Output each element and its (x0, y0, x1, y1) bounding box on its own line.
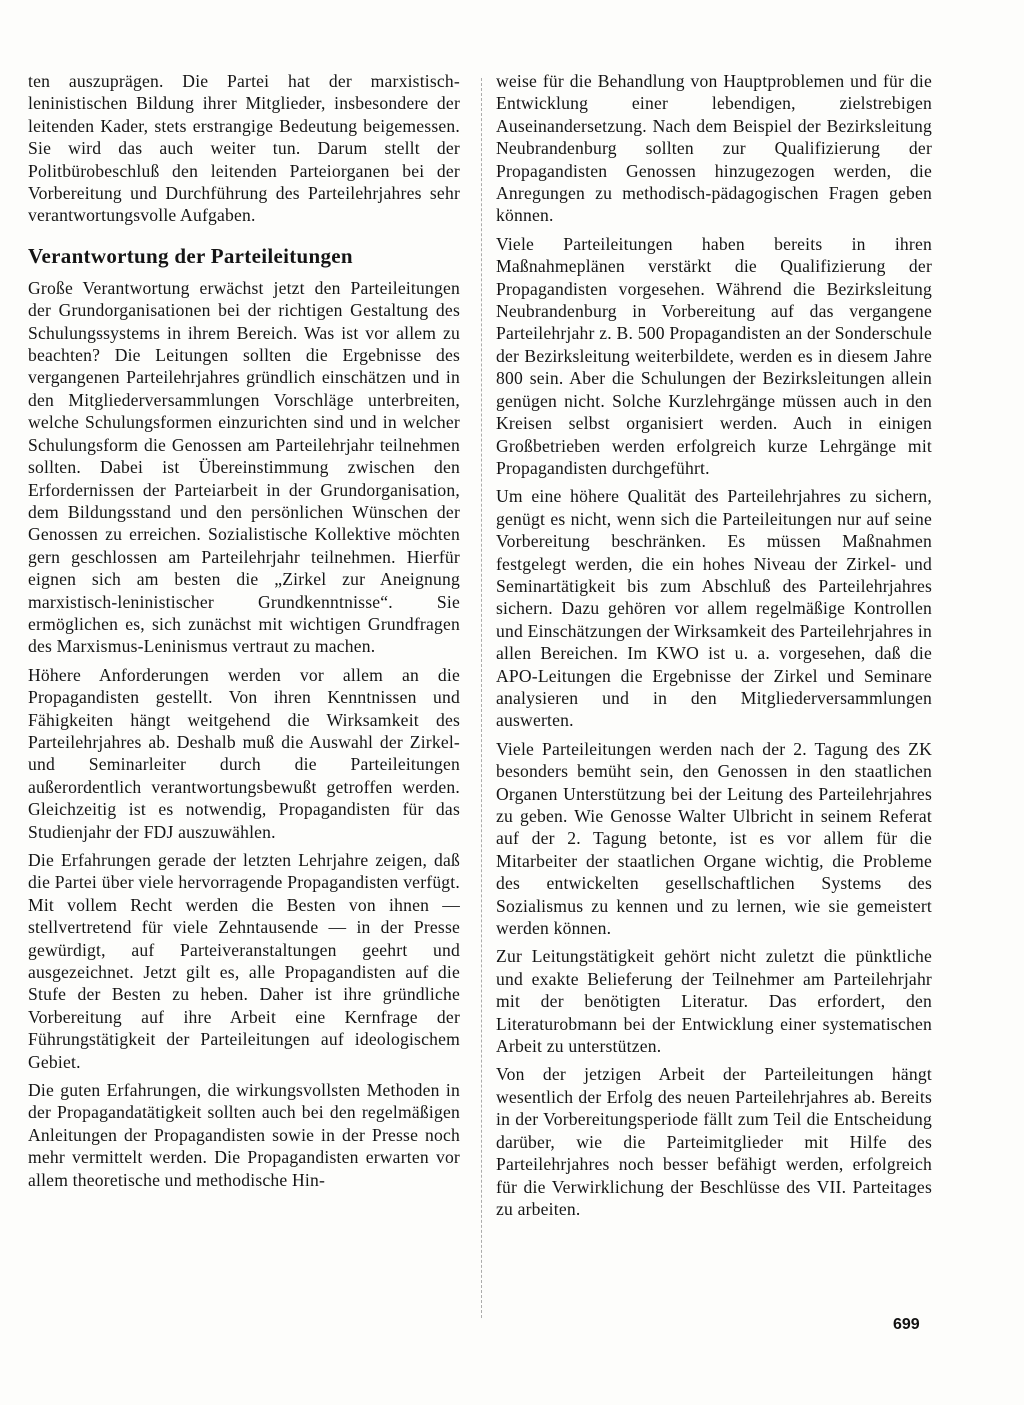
right-paragraph-4: Viele Parteileitungen werden nach der 2. Tagung des ZK besonders bemüht sein, den Genossen in den staatlichen Organen Unterstützung bei der Leitung des Parteilehrjahres zu geben. Wie Genosse Walter Ulbricht in seinem Referat auf der 2. Tagung betonte, ist es vor allem für die Mitarbeiter der staatlichen Organe wichtig, die Probleme des entwickelten gesellschaftlichen Systems des Sozialismus zu kennen und zu lernen, wie sie gemeistert werden können. (496, 738, 932, 939)
left-paragraph-2: Große Verantwortung erwächst jetzt den Parteileitungen der Grundorganisationen bei der richtigen Gestaltung des Schulungssystems in ihrem Bereich. Was ist vor allem zu beachten? Die Leitungen sollten die Ergebnisse des vergangenen Parteilehrjahres gründlich einschätzen und in den Mitgliederversammlungen Vorschläge unterbreiten, welche Schulungsformen einzurichten sind und in welcher Schulungsform die Genossen am Parteilehrjahr teilnehmen sollten. Dabei ist Übereinstimmung zwischen den Erfordernissen der Parteiarbeit in der Grundorganisation, dem Bildungsstand und den persönlichen Wünschen der Genossen zu erreichen. Sozialistische Kollektive möchten gern geschlossen am Parteilehrjahr teilnehmen. Hierfür eignen sich am besten die „Zirkel zur Aneignung marxistisch-leninistischer Grundkenntnisse“. Sie ermöglichen es, sich zunächst mit wichtigen Grundfragen des Marxismus-Leninismus vertraut zu machen. (28, 277, 460, 657)
section-heading: Verantwortung der Parteileitungen (28, 243, 353, 268)
right-paragraph-5: Zur Leitungstätigkeit gehört nicht zuletzt die pünktliche und exakte Belieferung der Teilnehmer am Parteilehrjahr mit der benötigten Literatur. Das erfordert, den Literaturobmann bei der Entwicklung einer systematischen Arbeit zu unterstützen. (496, 946, 932, 1057)
left-paragraph-1: ten auszuprägen. Die Partei hat der marxistisch-leninistischen Bildung ihrer Mitglieder, insbesondere der leitenden Kader, stets erstrangige Bedeutung beigemessen. Sie wird das auch weiter tun. Darum stellt der Politbürobeschluß den leitenden Parteiorganen bei der Vorbereitung und Durchführung des Parteilehrjahres sehr verantwortungsvolle Aufgaben. (28, 71, 460, 226)
left-paragraph-5: Die guten Erfahrungen, die wirkungsvollsten Methoden in der Propagandatätigkeit sollten auch bei den regelmäßigen Anleitungen der Propagandisten sowie in der Presse noch mehr vermittelt werden. Die Propagandisten erwarten vor allem theoretische und methodische Hin- (28, 1080, 460, 1190)
right-paragraph-6: Von der jetzigen Arbeit der Parteileitungen hängt wesentlich der Erfolg des neuen Parteilehrjahres ab. Bereits in der Vorbereitungsperiode fällt zum Teil die Entscheidung darüber, wie die Parteimitglieder mit Hilfe des Parteilehrjahres noch besser befähigt werden, erfolgreich für die Verwirklichung der Beschlüsse des VII. Parteitages zu arbeiten. (496, 1064, 932, 1219)
right-paragraph-2: Viele Parteileitungen haben bereits in ihren Maßnahmeplänen verstärkt die Qualifizierung der Propagandisten vorgesehen. Während die Bezirksleitung Neubrandenburg in Vorbereitung auf das vergangene Parteilehrjahr z. B. 500 Propagandisten an der Sonderschule der Bezirksleitung weiterbildete, werden es in diesem Jahre 800 sein. Aber die Schulungen der Bezirksleitungen allein genügen nicht. Solche Kurzlehrgänge müssen auch in den Kreisen selbst organisiert werden. Auch in einigen Großbetrieben werden erfolgreich kurze Lehrgänge mit Propagandisten durchgeführt. (496, 233, 932, 478)
left-column (28, 70, 460, 1197)
right-paragraph-1: weise für die Behandlung von Hauptproblemen und für die Entwicklung einer lebendigen, zielstrebigen Auseinandersetzung. Nach dem Beispiel der Bezirksleitung Neubrandenburg sollten zur Qualifizierung der Propagandisten Genossen hinzugezogen werden, die Anregungen zu methodisch-pädagogischen Fragen geben können. (496, 71, 932, 226)
page-number: 699 (893, 1316, 920, 1333)
right-column (496, 70, 932, 1226)
left-paragraph-3: Höhere Anforderungen werden vor allem an die Propagandisten gestellt. Von ihren Kenntnissen und Fähigkeiten hängt weitgehend die Wirksamkeit des Parteilehrjahres ab. Deshalb muß die Auswahl der Zirkel- und Seminarleiter durch die Parteileitungen außerordentlich verantwortungsbewußt getroffen werden. Gleichzeitig ist es notwendig, Propagandisten für das Studienjahr der FDJ auszuwählen. (28, 664, 460, 842)
right-paragraph-3: Um eine höhere Qualität des Parteilehrjahres zu sichern, genügt es nicht, wenn sich die Parteileitungen nur auf seine Vorbereitung beschränken. Es müssen Maßnahmen festgelegt werden, die ein hohes Niveau der Zirkel- und Seminartätigkeit bis zum Abschluß des Parteilehrjahres sichern. Dazu gehören vor allem regelmäßige Kontrollen und Einschätzungen der Wirksamkeit des Parteilehrjahres in allen Bereichen. Im KWO ist u. a. vorgesehen, daß die APO-Leitungen die Ergebnisse der Zirkel und Seminare analysieren und in den Mitgliederversammlungen auswerten. (496, 486, 932, 731)
column-divider (481, 78, 482, 1318)
left-paragraph-4: Die Erfahrungen gerade der letzten Lehrjahre zeigen, daß die Partei über viele hervorragende Propagandisten verfügt. Mit vollem Recht werden die Besten von ihnen — stellvertretend für viele Zehntausende — in der Presse gewürdigt, auf Parteiveranstaltungen geehrt und ausgezeichnet. Jetzt gilt es, alle Propagandisten auf die Stufe der Besten zu heben. Daher ist ihre gründliche Vorbereitung auf ihre Arbeit eine Kernfrage der Führungstätigkeit der Parteileitungen auf ideologischem Gebiet. (28, 850, 460, 1072)
